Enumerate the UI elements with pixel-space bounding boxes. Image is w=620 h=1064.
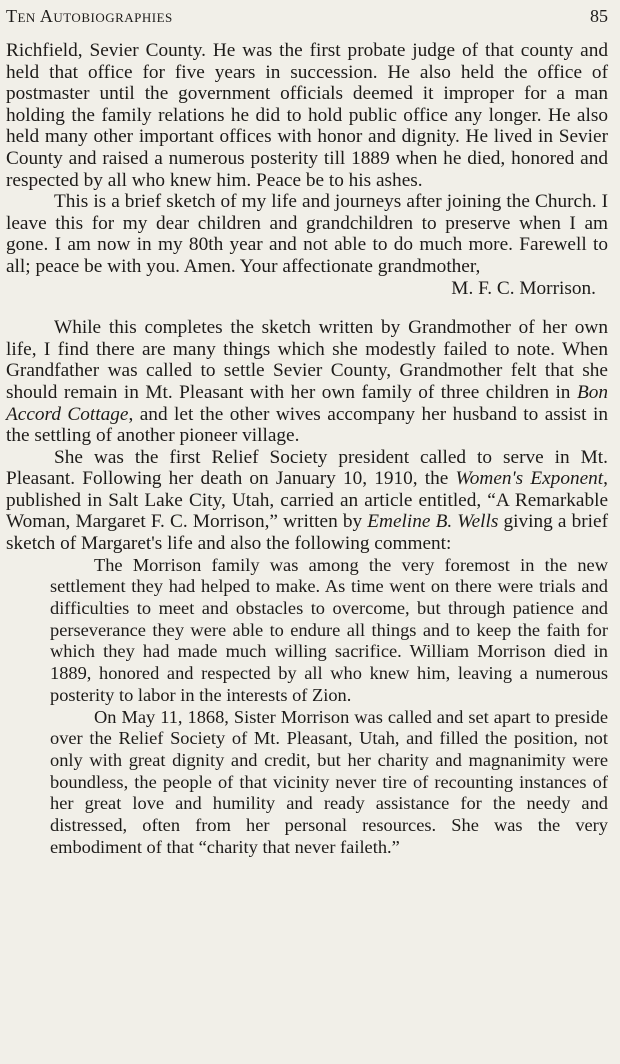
paragraph-grandmother-sketch <box>6 317 608 447</box>
running-head <box>6 6 608 40</box>
paragraph-relief-society <box>6 447 608 555</box>
quote-paragraph: On May 11, 1868, Sister Morrison was called and set apart to preside over the Relief Society of Mt. Pleasant, Utah, and filled the position, not only with great dignity and credit, but her charity and magnanimity were boundless, the people of that vicinity never tire of recounting instances of her great love and humility and ready assistance for the needy and distressed, often from her personal resources. She was the very embodiment of that “charity that never faileth.” <box>50 706 608 857</box>
text-run: While this completes the sketch written by Grandmother of her own life, I find there are many things which she modestly failed to note. When Grandfather was called to settle Sevier County, Grandmother felt that she should remain in Mt. Pleasant with her own family of three children in <box>6 317 608 403</box>
quote-paragraph: The Morrison family was among the very foremost in the new settlement they had helped to make. As time went on there were trials and difficulties to meet and obstacles to overcome, but through patience and perseverance they were able to endure all things and to keep the faith for which they had made much willing sacrifice. William Morrison died in 1889, honored and respected by all who knew him, leaving a numerous posterity to labor in the interests of Zion. <box>50 554 608 705</box>
signature: M. F. C. Morrison. <box>451 277 596 299</box>
author-name: Emeline B. Wells <box>367 511 499 533</box>
text-run: , published in Salt Lake City, Utah, carried an article entitled, “A Remarkable Woman, Margaret F. C. Morrison,” written by <box>6 468 608 533</box>
paragraph-continuation: Richfield, Sevier County. He was the first probate judge of that county and held that office for five years in succession. He also held the office of postmaster until the government officials deemed it improper for a man holding the family relations he did to hold public office any longer. He also held many other important offices with honor and dignity. He lived in Sevier County and raised a numerous posterity till 1889 when he died, honored and respected by all who knew him. Peace be to his ashes. <box>6 40 608 191</box>
running-title: Ten Autobiographies <box>6 6 173 26</box>
cottage-name: Bon Accord Cottage <box>6 381 608 425</box>
body-text <box>6 40 608 859</box>
text-run: , and let the other wives accompany her husband to assist in the settling of another pioneer village. <box>6 403 608 447</box>
text-run: She was the first Relief Society president called to serve in Mt. Pleasant. Following her death on January 10, 1910, the <box>6 446 608 490</box>
publication-title: Women's Exponent <box>455 468 604 490</box>
block-quote <box>50 555 608 859</box>
paragraph-closing-note: This is a brief sketch of my life and journeys after joining the Church. I leave this for my dear children and grandchildren to preserve when I am gone. I am now in my 80th year and not able to do much more. Farewell to all; peace be with you. Amen. Your affectionate grandmother, <box>6 191 608 277</box>
text-run: giving a brief sketch of Margaret's life and also the following comment: <box>6 511 608 555</box>
page-number: 85 <box>590 6 608 26</box>
